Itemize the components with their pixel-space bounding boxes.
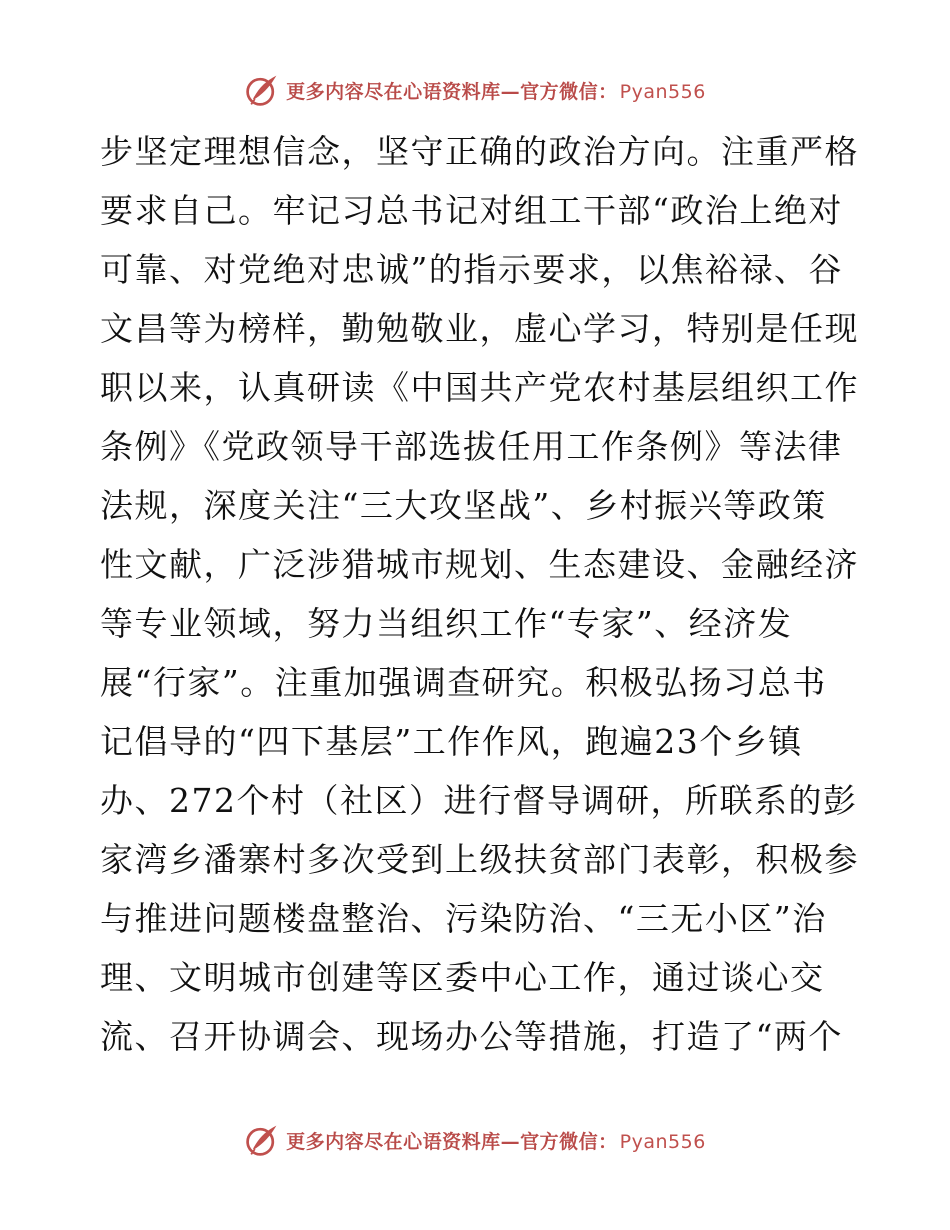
footer-wechat-id: Pyan556: [619, 1130, 706, 1153]
text-line: 条例》《党政领导干部选拔任用工作条例》等法律: [100, 427, 843, 466]
text-line: 要求自己。牢记习总书记对组工干部“政治上绝对: [100, 191, 843, 230]
text-line: 职以来，认真研读《中国共产党农村基层组织工作: [100, 368, 859, 407]
header-banner: [0, 70, 950, 110]
quill-logo-icon: [244, 1122, 280, 1158]
text-line: 可靠、对党绝对忠诚”的指示要求，以焦裕禄、谷: [100, 250, 843, 289]
header-banner-label: 更多内容尽在心语资料库—官方微信：: [286, 80, 618, 103]
text-line: 等专业领域，努力当组织工作“专家”、经济发: [100, 604, 793, 643]
text-line: 与推进问题楼盘整治、污染防治、“三无小区”治: [100, 899, 827, 938]
footer-banner-text: [286, 1127, 706, 1154]
text-line: 法规，深度关注“三大攻坚战”、乡村振兴等政策: [100, 486, 827, 525]
quill-logo-icon: [244, 72, 280, 108]
header-banner-text: [286, 77, 706, 104]
text-line: 记倡导的“四下基层”工作作风，跑遍23个乡镇: [100, 722, 803, 761]
text-line: 性文献，广泛涉猎城市规划、生态建设、金融经济: [100, 545, 859, 584]
text-line: 理、文明城市创建等区委中心工作，通过谈心交: [100, 958, 825, 997]
text-line: 办、272个村（社区）进行督导调研，所联系的彭: [100, 781, 858, 820]
document-body: [100, 122, 859, 1066]
footer-banner-label: 更多内容尽在心语资料库—官方微信：: [286, 1130, 618, 1153]
header-wechat-id: Pyan556: [619, 80, 706, 103]
text-line: 步坚定理想信念，坚守正确的政治方向。注重严格: [100, 132, 859, 171]
text-line: 展“行家”。注重加强调查研究。积极弘扬习总书: [100, 663, 827, 702]
text-line: 文昌等为榜样，勤勉敬业，虚心学习，特别是任现: [100, 309, 859, 348]
footer-banner: [0, 1120, 950, 1160]
text-line: 家湾乡潘寨村多次受到上级扶贫部门表彰，积极参: [100, 840, 859, 879]
text-line: 流、召开协调会、现场办公等措施，打造了“两个: [100, 1017, 843, 1056]
